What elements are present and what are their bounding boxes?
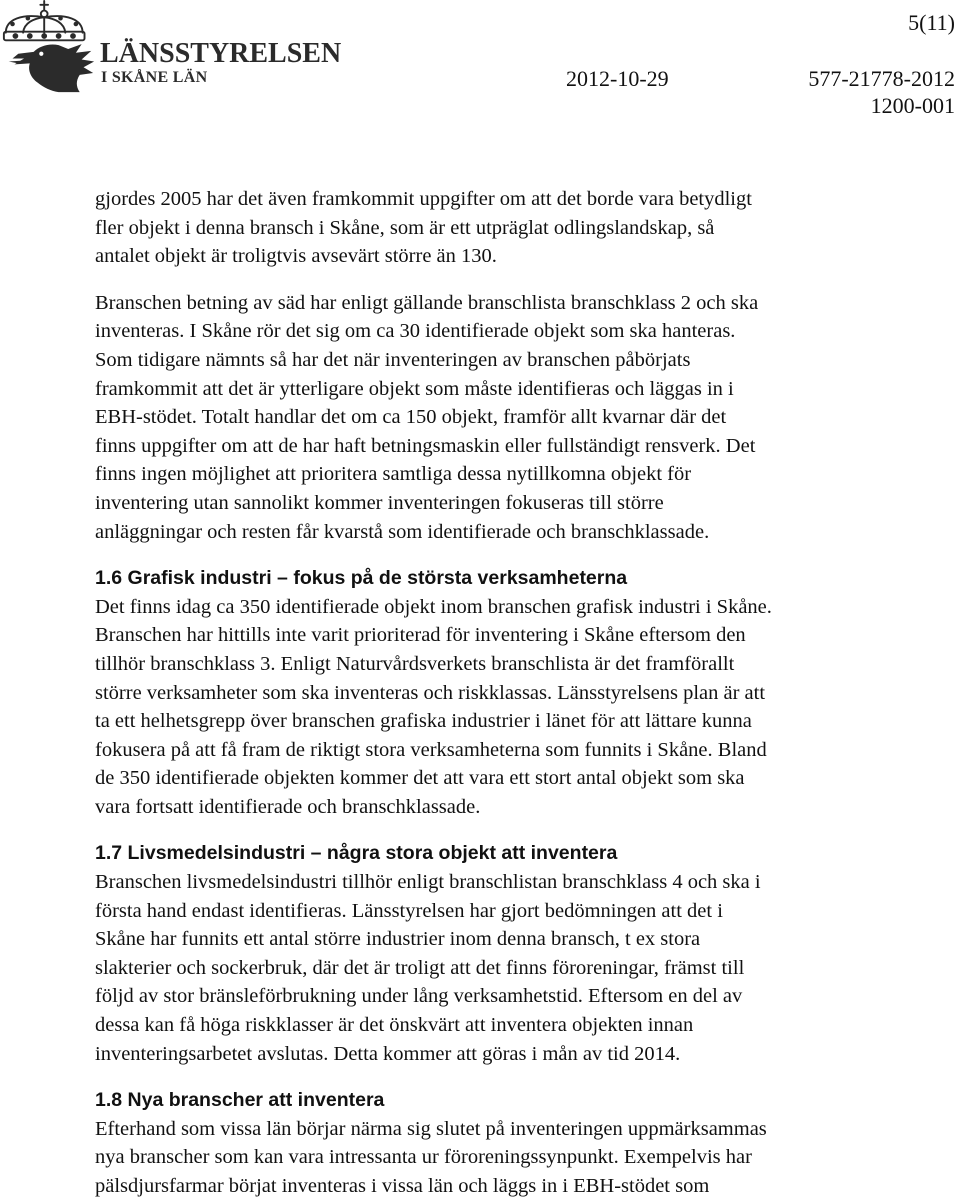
organization-region: I SKÅNE LÄN: [101, 69, 208, 86]
paragraph-line: större verksamheter som ska inventeras och riskklassas. Länsstyrelsens plan är att: [95, 681, 766, 704]
reference-code: 1200-001: [870, 93, 955, 118]
crown-icon: [4, 1, 85, 40]
paragraph-line: fler objekt i denna bransch i Skåne, som är ett utpräglat odlingslandskap, så: [95, 216, 715, 239]
paragraph-line: antalet objekt är troligtvis avsevärt större än 130.: [95, 245, 497, 268]
coat-of-arms-icon: [1, 0, 97, 96]
section-1-8: [95, 1086, 945, 1200]
paragraph-line: slakterier och sockerbruk, där det är troligt att det finns föroreningar, främst till: [95, 956, 745, 979]
paragraph-line: Som tidigare nämnts så har det när inventeringen av branschen påbörjats: [95, 348, 691, 371]
paragraph-line: ta ett helhetsgrepp över branschen grafiska industrier i länet för att lättare kunna: [95, 710, 752, 733]
paragraph-line: Branschen har hittills inte varit prioriterad för inventering i Skåne eftersom den: [95, 624, 746, 647]
organization-name: LÄNSSTYRELSEN: [100, 38, 342, 69]
paragraph-line: Skåne har funnits ett antal större industrier inom denna bransch, t ex stora: [95, 928, 701, 951]
paragraph: [95, 289, 945, 546]
paragraph-line: anläggningar och resten får kvarstå som identifierade och branschklassade.: [95, 520, 710, 543]
section-heading: 1.8 Nya branscher att inventera: [95, 1089, 385, 1112]
section-1-6: [95, 564, 945, 821]
section-heading: 1.6 Grafisk industri – fokus på de största verksamheterna: [95, 567, 628, 590]
paragraph-line: framkommit att det är ytterligare objekt som måste identifieras och läggas in i: [95, 377, 734, 400]
paragraph-line: Branschen livsmedelsindustri tillhör enligt branschlistan branschklass 4 och ska i: [95, 871, 761, 894]
paragraph-line: dessa kan få höga riskklasser är det önskvärt att inventera objekten innan: [95, 1014, 694, 1037]
paragraph-line: fokusera på att få fram de riktigt stora verksamheterna som funnits i Skåne. Bland: [95, 738, 767, 761]
griffin-icon: [9, 44, 94, 92]
paragraph-line: inventeras. I Skåne rör det sig om ca 30 identifierade objekt som ska hanteras.: [95, 320, 736, 343]
document-body: [95, 185, 945, 1201]
paragraph-line: pälsdjursfarmar börjat inventeras i vissa län och läggs in i EBH-stödet som: [95, 1175, 710, 1197]
letterhead: [0, 0, 960, 130]
paragraph-line: nya branscher som kan vara intressanta ur föroreningssynpunkt. Exempelvis har: [95, 1146, 752, 1169]
paragraph-line: Efterhand som vissa län börjar närma sig slutet på inventeringen uppmärksammas: [95, 1117, 767, 1140]
section-heading: 1.7 Livsmedelsindustri – några stora objekt att inventera: [95, 842, 618, 865]
document-date: 2012-10-29: [566, 66, 669, 91]
case-number: 577-21778-2012: [808, 66, 955, 91]
paragraph-line: inventeringsarbetet avslutas. Detta kommer att göras i mån av tid 2014.: [95, 1042, 681, 1065]
paragraph-line: de 350 identifierade objekten kommer det att vara ett stort antal objekt som ska: [95, 767, 745, 790]
paragraph-line: gjordes 2005 har det även framkommit uppgifter om att det borde vara betydligt: [95, 188, 752, 210]
paragraph-line: följd av stor bränsleförbrukning under lång verksamhetstid. Eftersom en del av: [95, 985, 743, 1008]
paragraph-line: vara fortsatt identifierade och branschklassade.: [95, 795, 481, 818]
paragraph-line: första hand endast identifieras. Länsstyrelsen har gjort bedömningen att det i: [95, 899, 723, 922]
paragraph-line: finns ingen möjlighet att prioritera samtliga dessa nytillkomna objekt för: [95, 463, 692, 486]
paragraph-line: EBH-stödet. Totalt handlar det om ca 150 objekt, framför allt kvarnar där det: [95, 406, 727, 429]
page-number: 5(11): [908, 10, 955, 35]
paragraph-line: Det finns idag ca 350 identifierade objekt inom branschen grafisk industri i Skåne.: [95, 595, 772, 618]
paragraph-line: tillhör branschklass 3. Enligt Naturvårdsverkets branschlista är det framförallt: [95, 652, 735, 675]
section-1-7: [95, 839, 945, 1068]
paragraph: [95, 185, 945, 271]
paragraph-line: Branschen betning av säd har enligt gällande branschlista branschklass 2 och ska: [95, 291, 759, 314]
paragraph-line: finns uppgifter om att de har haft betningsmaskin eller fullständigt rensverk. Det: [95, 434, 756, 457]
paragraph-line: inventering utan sannolikt kommer inventeringen fokuseras till större: [95, 491, 664, 514]
